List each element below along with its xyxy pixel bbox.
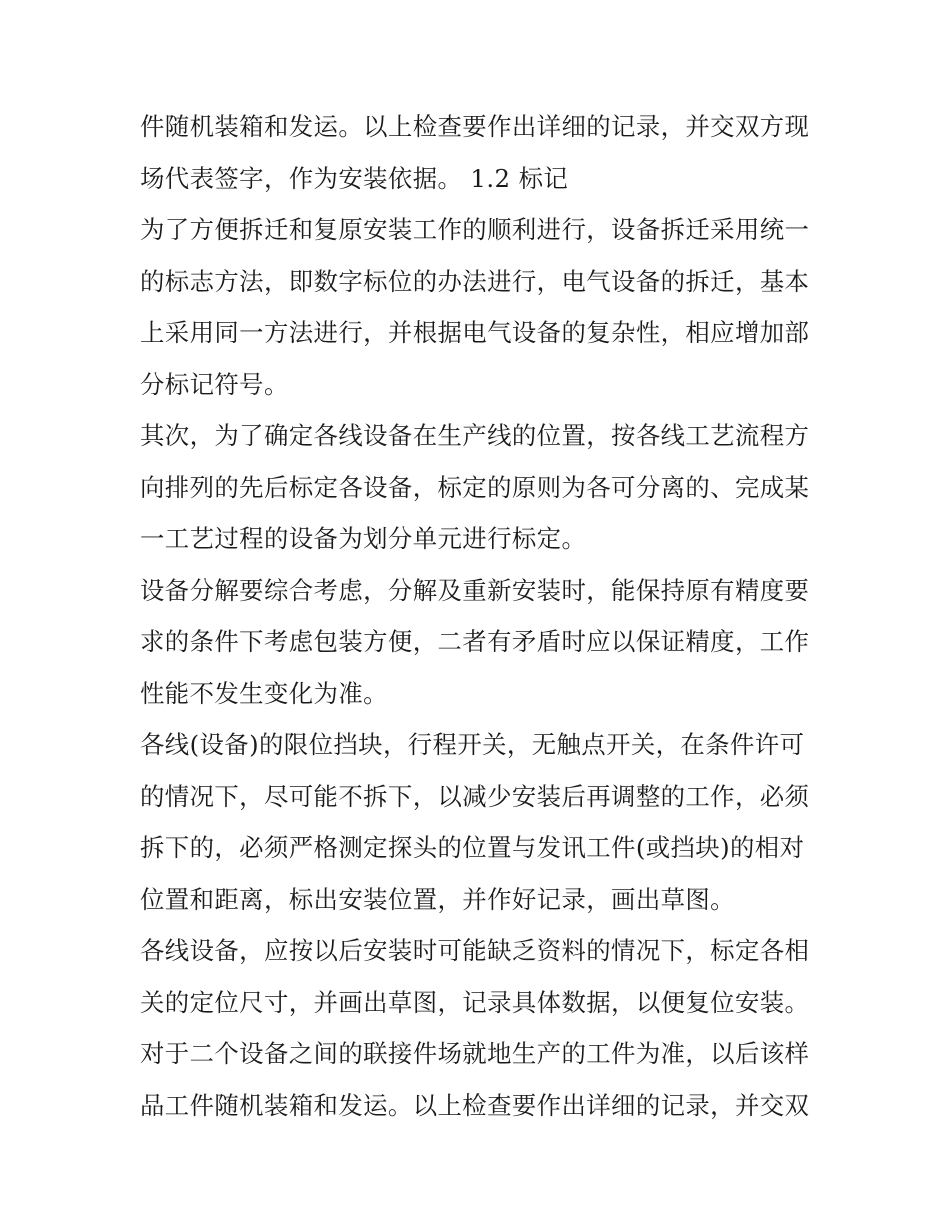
text-line: 的标志方法，即数字标位的办法进行，电气设备的拆迁，基本 xyxy=(140,266,810,296)
text-line: 性能不发生变化为准。 xyxy=(140,678,388,708)
text-line: 一工艺过程的设备为划分单元进行标定。 xyxy=(140,524,587,553)
text-line: 拆下的，必须严格测定探头的位置与发讯工件(或挡块)的相对 xyxy=(140,833,805,862)
text-line: 的情况下，尽可能不拆下，以减少安装后再调整的工作，必须 xyxy=(140,781,810,811)
text-line: 件随机装箱和发运。以上检查要作出详细的记录，并交双方现 xyxy=(140,112,810,141)
document-body xyxy=(140,101,820,1131)
text-line: 向排列的先后标定各设备，标定的原则为各可分离的、完成某 xyxy=(140,472,810,502)
text-line: 各线设备，应按以后安装时可能缺乏资料的情况下，标定各相 xyxy=(140,936,810,965)
text-line: 为了方便拆迁和复原安装工作的顺利进行，设备拆迁采用统一 xyxy=(140,215,810,244)
text-line: 位置和距离，标出安装位置，并作好记录，画出草图。 xyxy=(140,884,735,914)
text-line: 设备分解要综合考虑，分解及重新安装时，能保持原有精度要 xyxy=(140,575,810,605)
text-line: 分标记符号。 xyxy=(140,369,289,399)
text-line: 关的定位尺寸，并画出草图，记录具体数据，以便复位安装。 xyxy=(140,987,810,1017)
text-line: 各线(设备)的限位挡块，行程开关，无触点开关，在条件许可 xyxy=(140,730,805,759)
text-line: 上采用同一方法进行，并根据电气设备的复杂性，相应增加部 xyxy=(140,318,810,347)
text-line: 求的条件下考虑包装方便，二者有矛盾时应以保证精度，工作 xyxy=(140,627,810,656)
text-line: 场代表签字，作为安装依据。 1.2 标记 xyxy=(140,163,569,193)
text-line: 其次，为了确定各线设备在生产线的位置，按各线工艺流程方 xyxy=(140,421,810,450)
text-line: 对于二个设备之间的联接件场就地生产的工件为准，以后该样 xyxy=(140,1039,810,1068)
text-line: 品工件随机装箱和发运。以上检查要作出详细的记录，并交双 xyxy=(140,1090,810,1120)
